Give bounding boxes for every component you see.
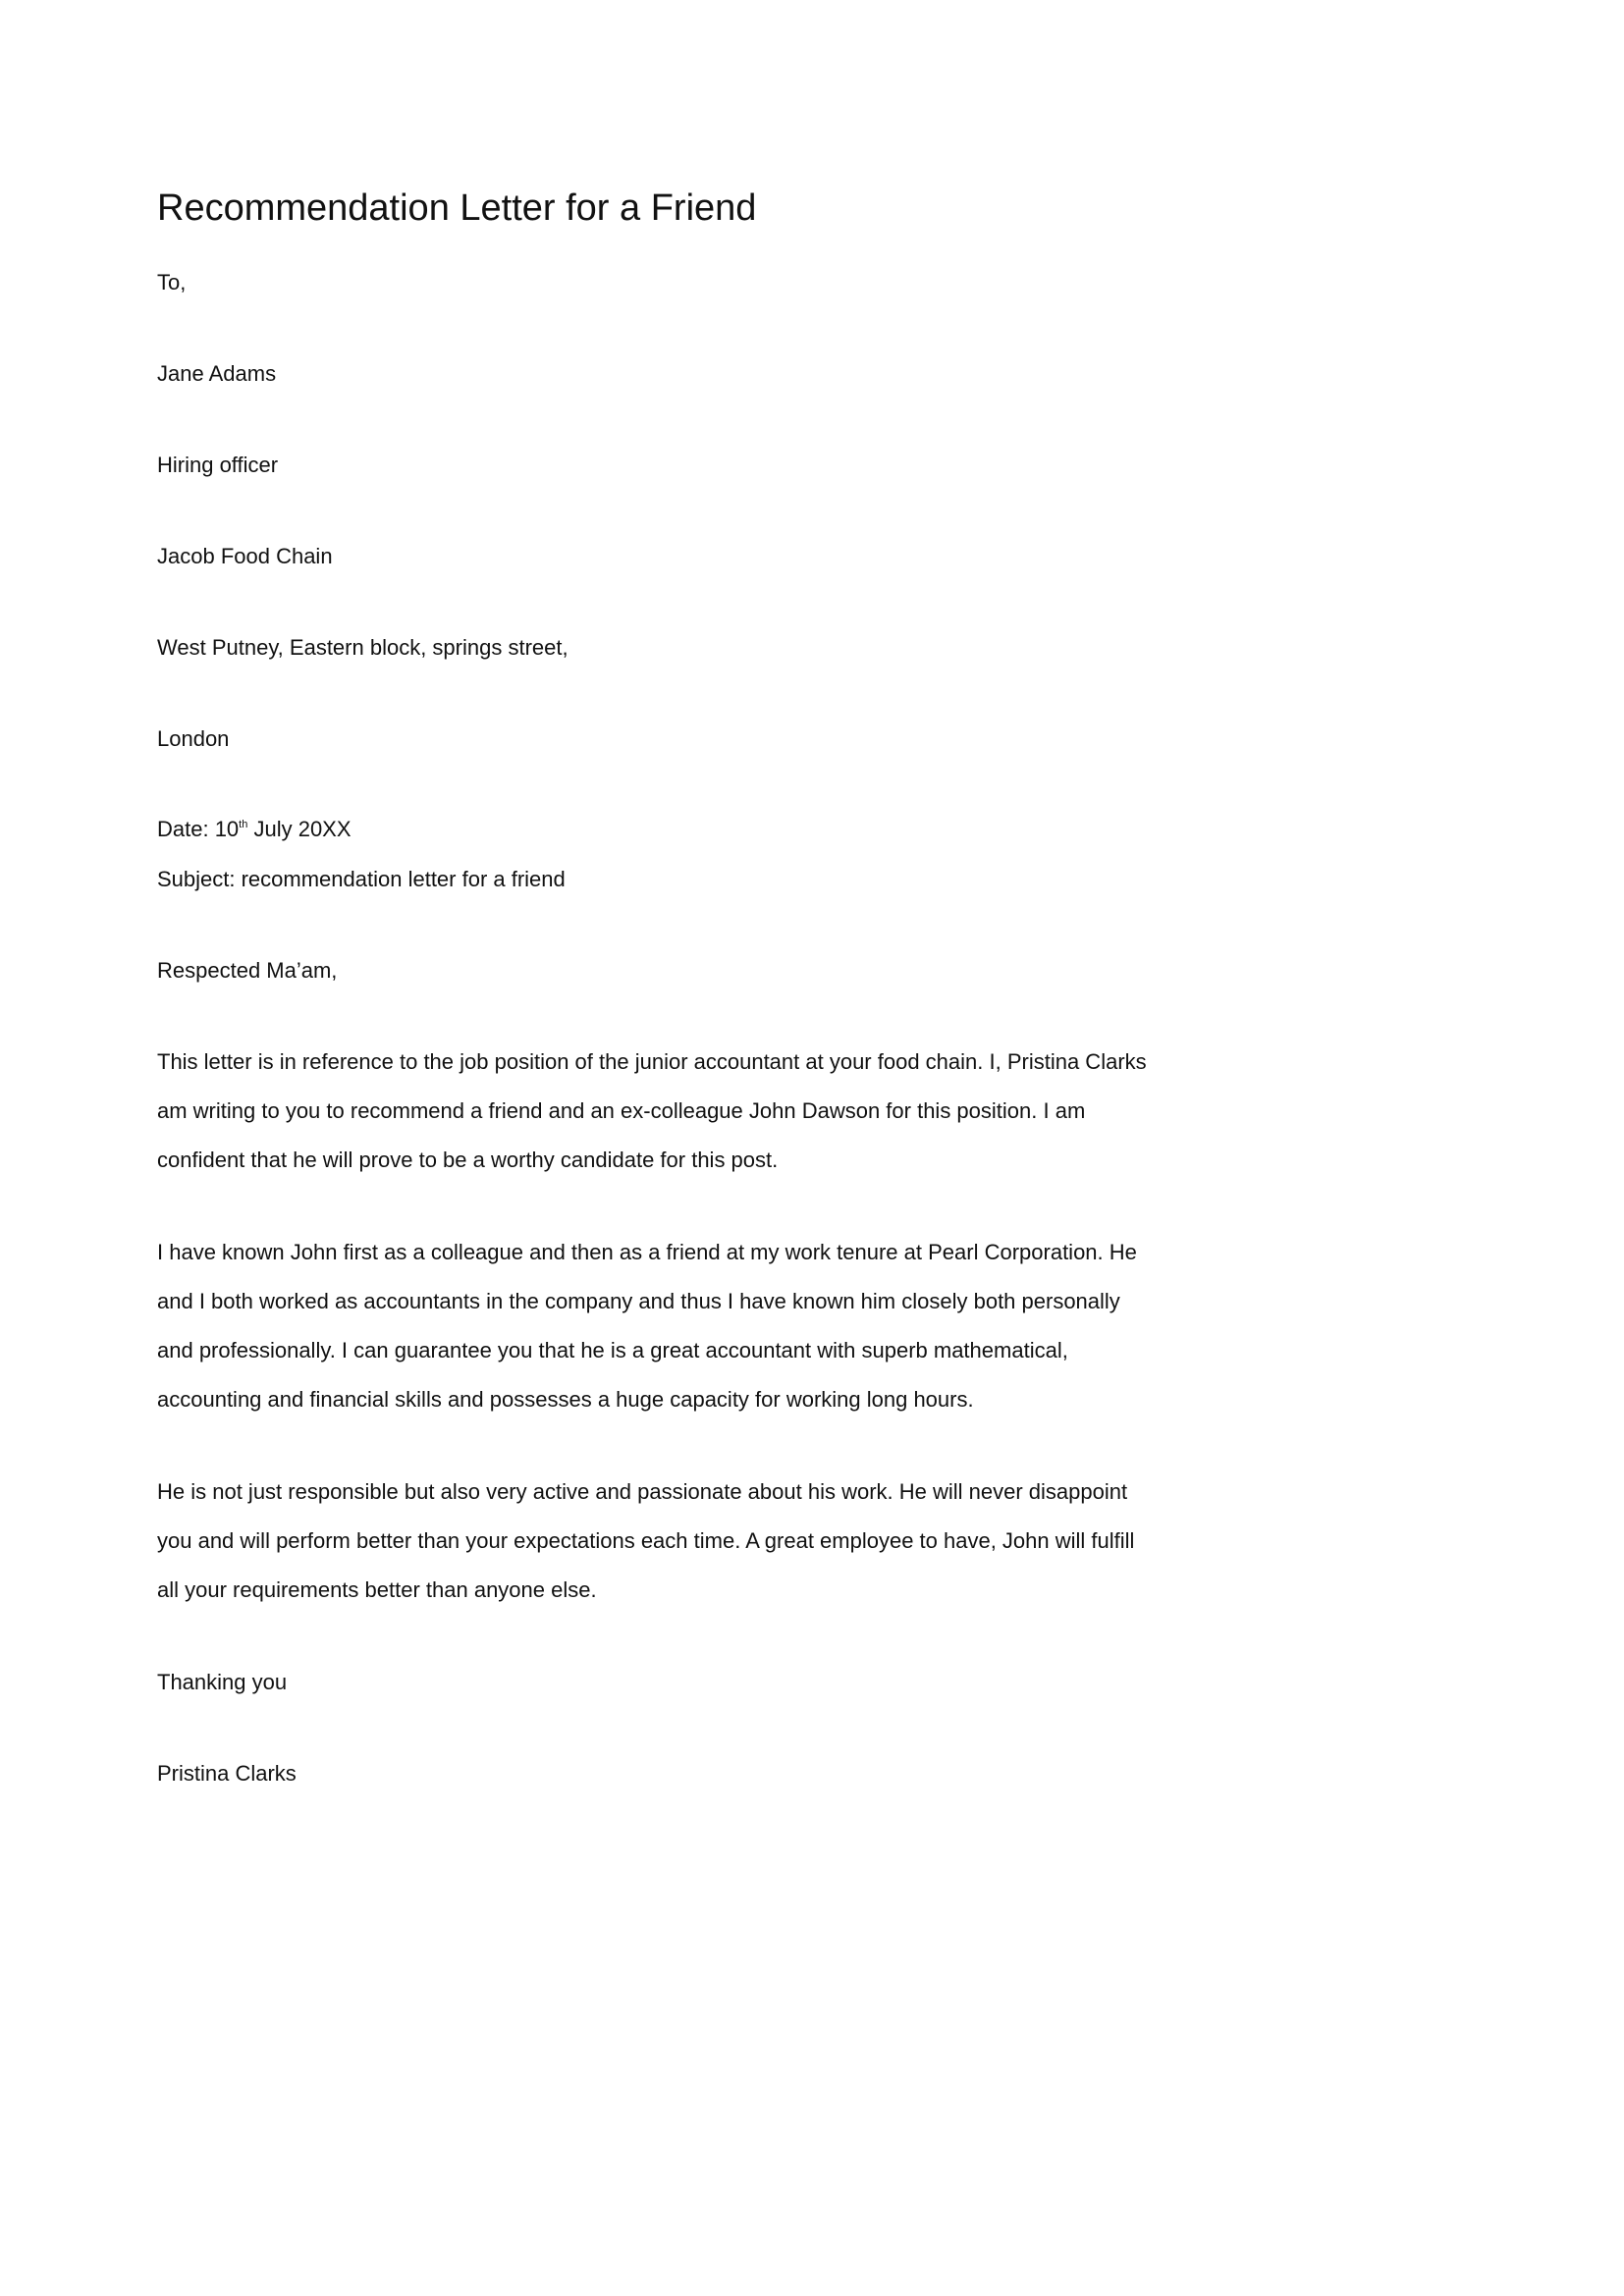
- letter-greeting: Respected Ma’am,: [157, 958, 338, 983]
- letter-title: Recommendation Letter for a Friend: [157, 187, 757, 229]
- recipient-company: Jacob Food Chain: [157, 544, 333, 568]
- body-paragraph-2: [157, 1242, 1178, 1438]
- letter-subject: Subject: recommendation letter for a friend: [157, 867, 566, 891]
- recipient-city: London: [157, 726, 230, 751]
- paragraph-line: This letter is in reference to the job position of the junior accountant at your food chain. I, Pristina Clarks: [157, 1049, 1147, 1074]
- salutation-to: To,: [157, 270, 187, 294]
- letter-date: [157, 819, 352, 840]
- date-suffix: th: [239, 819, 248, 830]
- letter-signature: Pristina Clarks: [157, 1761, 297, 1786]
- date-label: Date: 10: [157, 817, 240, 841]
- body-paragraph-1: [157, 1051, 1178, 1199]
- recipient-role: Hiring officer: [157, 453, 279, 477]
- paragraph-line: accounting and financial skills and possesses a huge capacity for working long hours.: [157, 1387, 974, 1412]
- paragraph-line: you and will perform better than your expectations each time. A great employee to have, John will fulfill: [157, 1528, 1135, 1553]
- letter-closing: Thanking you: [157, 1670, 288, 1694]
- paragraph-line: I have known John first as a colleague and then as a friend at my work tenure at Pearl Corporation. He: [157, 1240, 1137, 1264]
- paragraph-line: and I both worked as accountants in the company and thus I have known him closely both personally: [157, 1289, 1120, 1313]
- recipient-name: Jane Adams: [157, 361, 277, 386]
- paragraph-line: and professionally. I can guarantee you that he is a great accountant with superb mathematical,: [157, 1338, 1068, 1362]
- recipient-address: West Putney, Eastern block, springs street,: [157, 635, 568, 660]
- paragraph-line: confident that he will prove to be a worthy candidate for this post.: [157, 1148, 779, 1172]
- paragraph-line: He is not just responsible but also very active and passionate about his work. He will never disappoint: [157, 1479, 1128, 1504]
- paragraph-line: all your requirements better than anyone else.: [157, 1577, 597, 1602]
- paragraph-line: am writing to you to recommend a friend and an ex-colleague John Dawson for this position. I am: [157, 1098, 1086, 1123]
- body-paragraph-3: [157, 1481, 1178, 1629]
- date-rest: July 20XX: [247, 817, 352, 841]
